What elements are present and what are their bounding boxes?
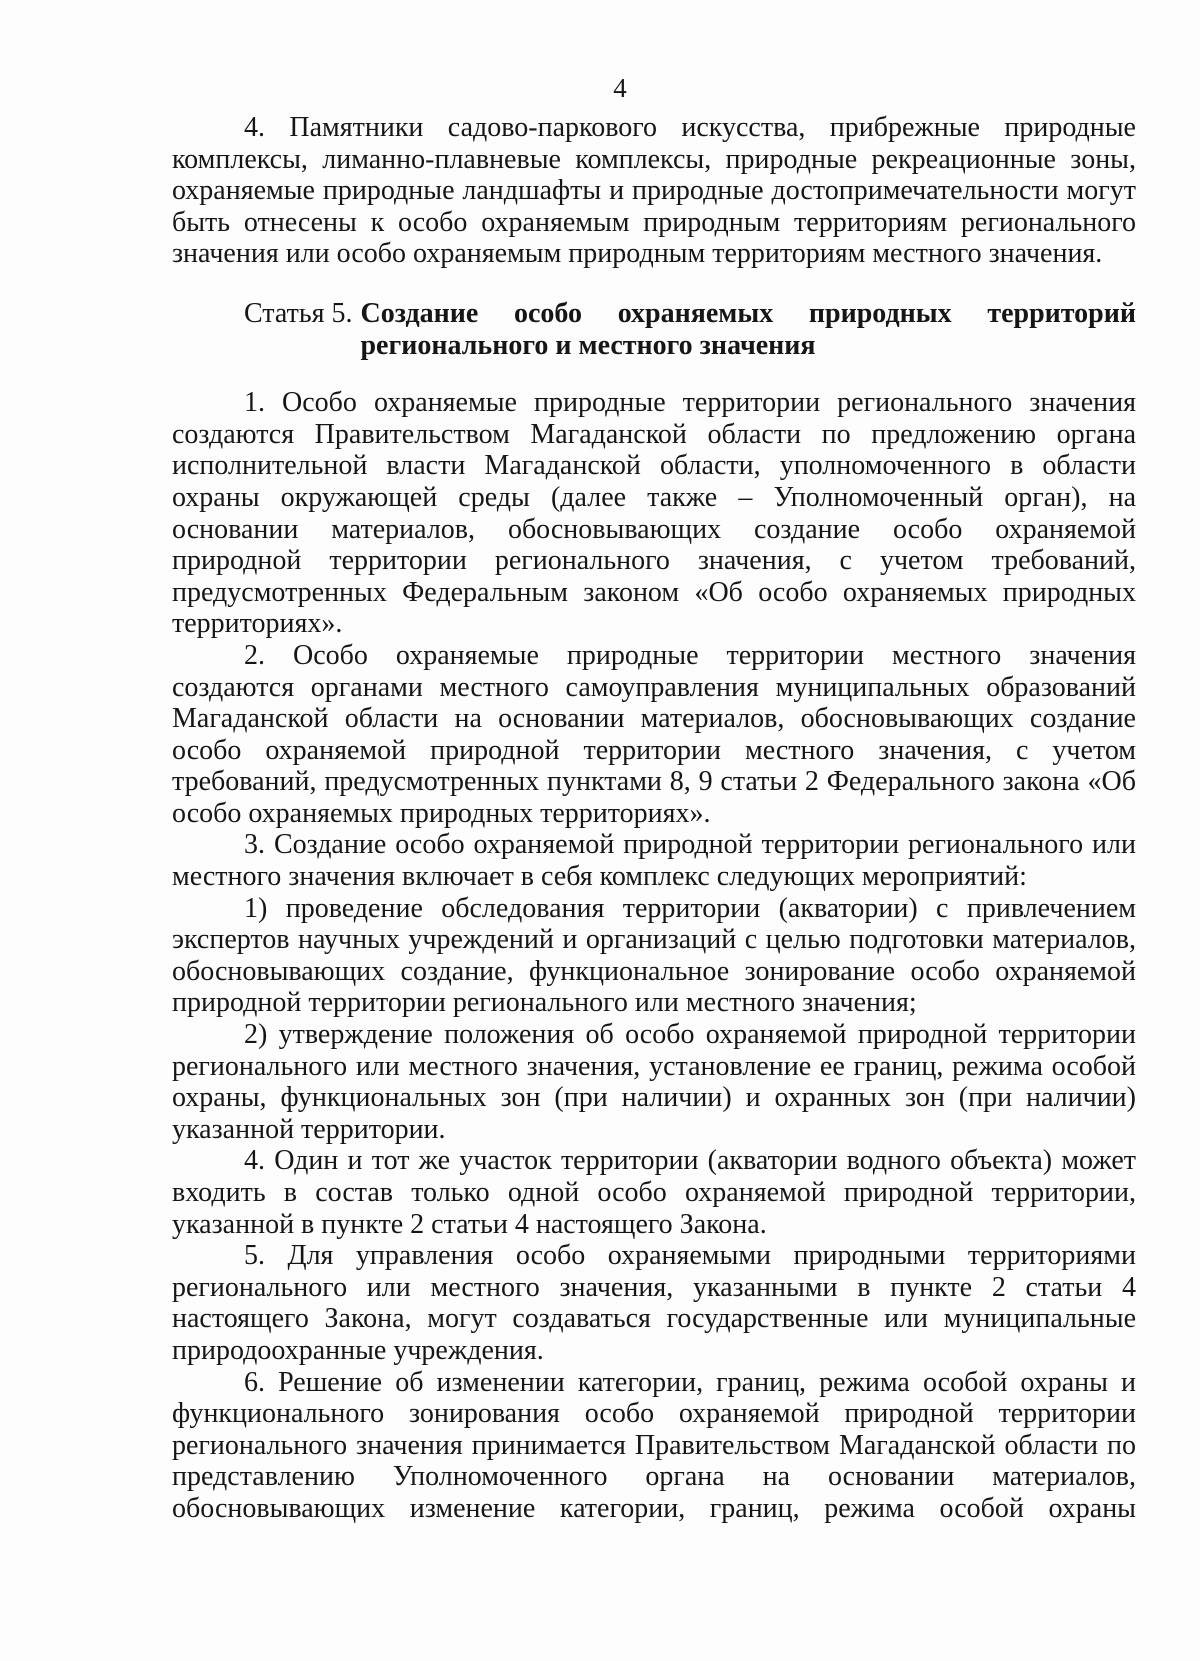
article-heading — [172, 298, 1136, 361]
paragraph-item-2: 2. Особо охраняемые природные территории местного значения создаются органами местного самоуправления муниципальных образований Магаданской области на основании материалов, обосновывающих создание особо охраняемой природной территории местного значения, с учетом требований, предусмотренных пунктами 8, 9 статьи 2 Федерального закона «Об особо охраняемых природных территориях». — [172, 639, 1136, 829]
paragraph-item-6: 6. Решение об изменении категории, границ, режима особой охраны и функционального зонирования особо охраняемой природной территории регионального значения принимается Правительством Магаданской области по представлению Уполномоченного органа на основании материалов, обосновывающих изменение категории, границ, режима особой охраны — [172, 1366, 1136, 1524]
article-title: Создание особо охраняемых природных территорий регионального и местного значения — [360, 297, 1136, 361]
document-body — [172, 112, 1136, 1525]
page-number: 4 — [613, 73, 627, 103]
paragraph-item-1: 1. Особо охраняемые природные территории регионального значения создаются Правительством Магаданской области по предложению органа исполнительной власти Магаданской области, уполномоченного в области охраны окружающей среды (далее также – Уполномоченный орган), на основании материалов, обосновывающих создание особо охраняемой природной территории регионального значения, с учетом требований, предусмотренных Федеральным законом «Об особо охраняемых природных территориях». — [172, 387, 1136, 640]
paragraph-subitem-1: 1) проведение обследования территории (акватории) с привлечением экспертов научных учреждений и организаций с целью подготовки материалов, обосновывающих создание, функциональное зонирование особо охраняемой природной территории регионального или местного значения; — [172, 892, 1136, 1019]
paragraph-item-3: 3. Создание особо охраняемой природной территории регионального или местного значения включает в себя комплекс следующих мероприятий: — [172, 829, 1136, 893]
paragraph-subitem-2: 2) утверждение положения об особо охраняемой природной территории регионального или местного значения, установление ее границ, режима особой охраны, функциональных зон (при наличии) и охранных зон (при наличии) указанной территории. — [172, 1019, 1136, 1145]
article-label: Статья 5. — [244, 297, 353, 329]
paragraph-item-4: 4. Один и тот же участок территории (акватории водного объекта) может входить в состав только одной особо охраняемой природной территории, указанной в пункте 2 статьи 4 настоящего Закона. — [172, 1145, 1136, 1240]
paragraph-item-5: 5. Для управления особо охраняемыми природными территориями регионального или местного значения, указанными в пункте 2 статьи 4 настоящего Закона, могут создаваться государственные или муниципальные природоохранные учреждения. — [172, 1240, 1136, 1366]
paragraph-item-4-article-4: 4. Памятники садово-паркового искусства, прибрежные природные комплексы, лиманно-плавневые комплексы, природные рекреационные зоны, охраняемые природные ландшафты и природные достопримечательности могут быть отнесены к особо охраняемым природным территориям регионального значения или особо охраняемым природным территориям местного значения. — [172, 112, 1136, 270]
